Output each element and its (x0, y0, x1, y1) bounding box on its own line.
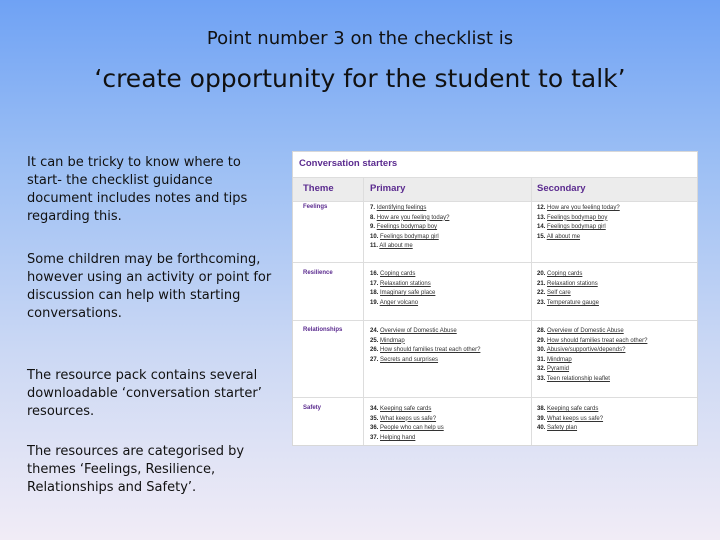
resource-link[interactable]: 24. Overview of Domestic Abuse (370, 328, 457, 334)
feelings-secondary-list (537, 204, 620, 242)
table-header-row (293, 177, 697, 202)
resource-link[interactable]: 11. All about me (370, 243, 413, 250)
paragraph-themes: The resources are categorised by themes ‘Feelings, Resilience, Relationships and Safety’. (27, 444, 245, 495)
resilience-secondary-list (537, 270, 599, 308)
resource-link[interactable]: 26. How should families treat each other? (370, 347, 481, 354)
slide-title: ‘create opportunity for the student to talk’ (94, 64, 626, 93)
resource-link[interactable]: 34. Keeping safe cards (370, 406, 432, 412)
resource-link[interactable]: 33. Teen relationship leaflet (537, 375, 610, 382)
column-divider (363, 177, 364, 445)
resource-link[interactable]: 35. What keeps us safe? (370, 415, 437, 422)
resource-link[interactable]: 40. Safety plan (537, 425, 578, 432)
resource-link[interactable]: 13. Feelings bodymap boy (537, 214, 608, 221)
resource-link[interactable]: 10. Feelings bodymap girl (370, 233, 439, 240)
resource-link[interactable]: 21. Relaxation stations (537, 280, 598, 287)
resource-link[interactable]: 30. Abusive/supportive/depends? (537, 347, 626, 354)
safety-secondary-list (537, 405, 603, 434)
resource-link[interactable]: 31. Mindmap (537, 356, 572, 363)
header-theme: Theme (303, 183, 334, 194)
column-divider (531, 177, 532, 445)
resource-link[interactable]: 7. Identifying feelings (370, 205, 427, 211)
row-divider (293, 320, 697, 321)
conversation-starters-table (292, 151, 698, 446)
resource-link[interactable]: 37. Helping hand (370, 434, 416, 441)
resource-link[interactable]: 19. Anger volcano (370, 299, 419, 306)
resource-link[interactable]: 32. Pyramid (537, 366, 570, 373)
resource-link[interactable]: 9. Feelings bodymap boy (370, 224, 438, 231)
resource-link[interactable]: 36. People who can help us (370, 425, 444, 432)
resilience-primary-list (370, 270, 435, 308)
feelings-primary-list (370, 204, 449, 252)
resource-link[interactable]: 39. What keeps us safe? (537, 415, 604, 422)
resource-link[interactable]: 25. Mindmap (370, 337, 405, 344)
theme-resilience: Resilience (303, 270, 333, 276)
row-divider (293, 397, 697, 398)
paragraph-checklist-guidance: It can be tricky to know where to start- the checklist guidance document includes notes and tips regarding this. (27, 155, 248, 224)
theme-safety: Safety (303, 405, 322, 411)
resource-link[interactable]: 15. All about me (537, 233, 581, 240)
resource-link[interactable]: 18. Imaginary safe place (370, 290, 436, 297)
header-primary: Primary (370, 183, 406, 194)
relationships-secondary-list (537, 327, 647, 385)
resource-link[interactable]: 8. How are you feeling today? (370, 214, 450, 221)
resource-link[interactable]: 38. Keeping safe cards (537, 406, 599, 412)
resource-link[interactable]: 23. Temperature gauge (537, 299, 599, 306)
row-divider (293, 262, 697, 263)
relationships-primary-list (370, 327, 480, 365)
resource-link[interactable]: 17. Relaxation stations (370, 280, 431, 287)
resource-link[interactable]: 27. Secrets and surprises (370, 356, 439, 363)
theme-feelings: Feelings (303, 204, 328, 210)
resource-link[interactable]: 14. Feelings bodymap girl (537, 224, 606, 231)
paragraph-activities: Some children may be forthcoming, however using an activity or point for discussion can help with starting conversations. (27, 252, 272, 321)
safety-primary-list (370, 405, 444, 443)
resource-link[interactable]: 22. Self care (537, 290, 571, 297)
resource-link[interactable]: 16. Coping cards (370, 271, 416, 277)
resource-link[interactable]: 20. Coping cards (537, 271, 583, 277)
header-secondary: Secondary (537, 183, 586, 194)
slide-subtitle: Point number 3 on the checklist is (206, 28, 514, 49)
resource-link[interactable]: 28. Overview of Domestic Abuse (537, 328, 624, 334)
resource-link[interactable]: 12. How are you feeling today? (537, 205, 620, 211)
table-title: Conversation starters (299, 158, 398, 169)
resource-link[interactable]: 29. How should families treat each other? (537, 337, 648, 344)
paragraph-resource-pack: The resource pack contains several downloadable ‘conversation starter’ resources. (27, 368, 262, 419)
theme-relationships: Relationships (303, 327, 343, 333)
